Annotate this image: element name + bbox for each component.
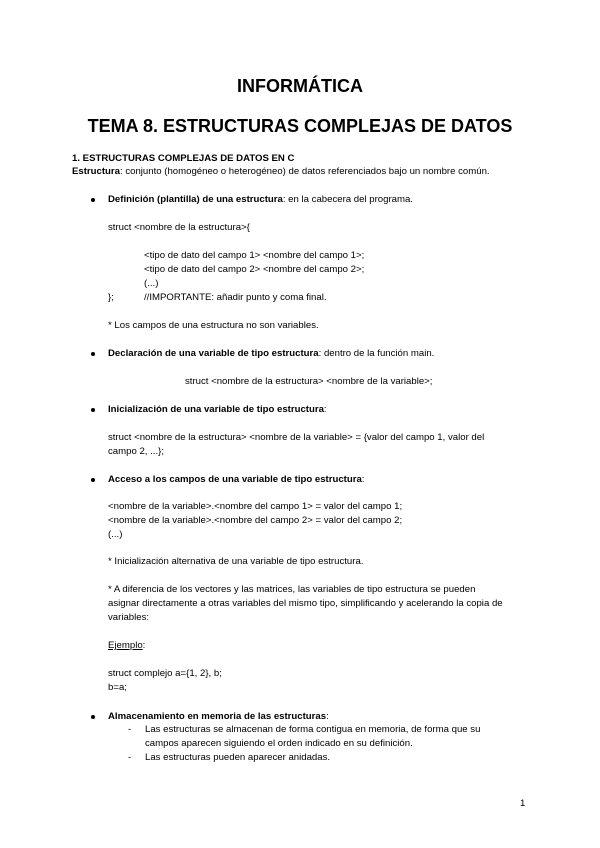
document-title: INFORMÁTICA <box>237 76 363 96</box>
item5-term: Almacenamiento en memoria de las estructuras <box>108 711 327 722</box>
code-line: struct <nombre de la estructura> <nombre de la variable> = {valor del campo 1, valor del <box>108 432 485 443</box>
item3-text: : <box>323 404 327 415</box>
note: * Los campos de una estructura no son variables. <box>108 320 319 331</box>
code-line: struct <nombre de la estructura>{ <box>108 222 250 233</box>
item-memory-heading <box>108 711 329 723</box>
code-comment: //IMPORTANTE: añadir punto y coma final. <box>144 292 327 303</box>
bullet-icon <box>91 715 95 719</box>
example-colon: : <box>142 640 146 651</box>
item4-text: : <box>361 474 365 485</box>
item5-text: : <box>326 711 329 722</box>
item3-term: Inicialización de una variable de tipo estructura <box>108 404 324 415</box>
item2-term: Declaración de una variable de tipo estructura <box>108 348 319 359</box>
dash-marker: - <box>128 724 132 735</box>
item-initialization-heading <box>108 404 327 416</box>
section-heading: 1. ESTRUCTURAS COMPLEJAS DE DATOS EN C <box>72 153 295 164</box>
page-number: 1 <box>520 798 526 809</box>
item1-text: : en la cabecera del programa. <box>282 194 413 205</box>
note: asignar directamente a otras variables del mismo tipo, simplificando y acelerando la copia de <box>108 598 503 609</box>
document-subtitle: TEMA 8. ESTRUCTURAS COMPLEJAS DE DATOS <box>87 116 513 136</box>
item-declaration-heading <box>108 348 434 360</box>
definition-term: Estructura <box>72 166 120 177</box>
note: * A diferencia de los vectores y las matrices, las variables de tipo estructura se pueden <box>108 584 476 595</box>
sub-item-text: campos aparecen siguiendo el orden indicado en su definición. <box>145 738 413 749</box>
dash-marker: - <box>128 752 132 763</box>
example-label <box>108 640 145 652</box>
sub-item-text: Las estructuras se almacenan de forma contigua en memoria, de forma que su <box>145 724 481 735</box>
code-line: b=a; <box>108 682 127 693</box>
sub-item-text: Las estructuras pueden aparecer anidadas. <box>145 752 331 763</box>
note: * Inicialización alternativa de una variable de tipo estructura. <box>108 556 364 567</box>
bullet-icon <box>91 478 95 482</box>
item1-term: Definición (plantilla) de una estructura <box>108 194 283 205</box>
note: variables: <box>108 612 150 623</box>
item-access-heading <box>108 474 364 486</box>
structure-definition <box>72 166 490 178</box>
code-line: <tipo de dato del campo 1> <nombre del campo 1>; <box>144 250 365 261</box>
bullet-icon <box>91 408 95 412</box>
code-line: campo 2, ...}; <box>108 446 164 457</box>
code-line: struct complejo a={1, 2}, b; <box>108 668 222 679</box>
example-label-text: Ejemplo <box>108 640 143 651</box>
definition-text: : conjunto (homogéneo o heterogéneo) de datos referenciados bajo un nombre común. <box>119 166 490 177</box>
code-line: (...) <box>144 278 159 289</box>
bullet-icon <box>91 198 95 202</box>
item4-term: Acceso a los campos de una variable de tipo estructura <box>108 474 362 485</box>
item2-text: : dentro de la función main. <box>318 348 435 359</box>
item-definition-heading <box>108 194 413 206</box>
code-line: (...) <box>108 529 123 540</box>
code-close: }; <box>108 292 114 303</box>
code-line: <tipo de dato del campo 2> <nombre del campo 2>; <box>144 264 365 275</box>
code-line: struct <nombre de la estructura> <nombre de la variable>; <box>185 376 433 387</box>
code-line: <nombre de la variable>.<nombre del campo 1> = valor del campo 1; <box>108 501 403 512</box>
code-line: <nombre de la variable>.<nombre del campo 2> = valor del campo 2; <box>108 515 403 526</box>
bullet-icon <box>91 352 95 356</box>
